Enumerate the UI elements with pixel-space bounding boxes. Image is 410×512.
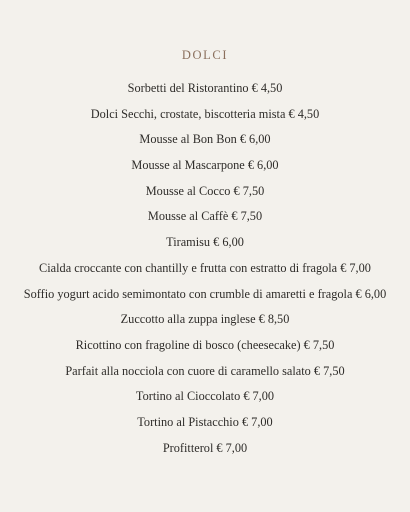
menu-item: Tortino al Cioccolato € 7,00 <box>135 389 275 404</box>
menu-item-list <box>0 79 410 464</box>
menu-item: Dolci Secchi, crostate, biscotteria mista € 4,50 <box>90 106 320 121</box>
menu-item: Sorbetti del Ristorantino € 4,50 <box>127 81 283 95</box>
menu-item: Soffio yogurt acido semimontato con crumble di amaretti e fragola € 6,00 <box>23 286 387 301</box>
menu-item: Mousse al Cocco € 7,50 <box>145 183 265 198</box>
menu-item: Parfait alla nocciola con cuore di caramello salato € 7,50 <box>65 363 345 378</box>
menu-item: Tortino al Pistacchio € 7,00 <box>137 414 273 429</box>
menu-item: Mousse al Caffè € 7,50 <box>147 209 263 224</box>
menu-item: Mousse al Bon Bon € 6,00 <box>139 132 271 147</box>
menu-item: Profitterol € 7,00 <box>162 440 248 455</box>
menu-section-title: DOLCI <box>181 48 229 62</box>
menu-item: Tiramisu € 6,00 <box>166 235 244 250</box>
menu-item: Cialda croccante con chantilly e frutta con estratto di fragola € 7,00 <box>39 260 371 275</box>
menu-item: Zuccotto alla zuppa inglese € 8,50 <box>120 312 290 327</box>
menu-item: Mousse al Mascarpone € 6,00 <box>131 158 279 173</box>
menu-item: Ricottino con fragoline di bosco (cheesecake) € 7,50 <box>75 337 335 352</box>
